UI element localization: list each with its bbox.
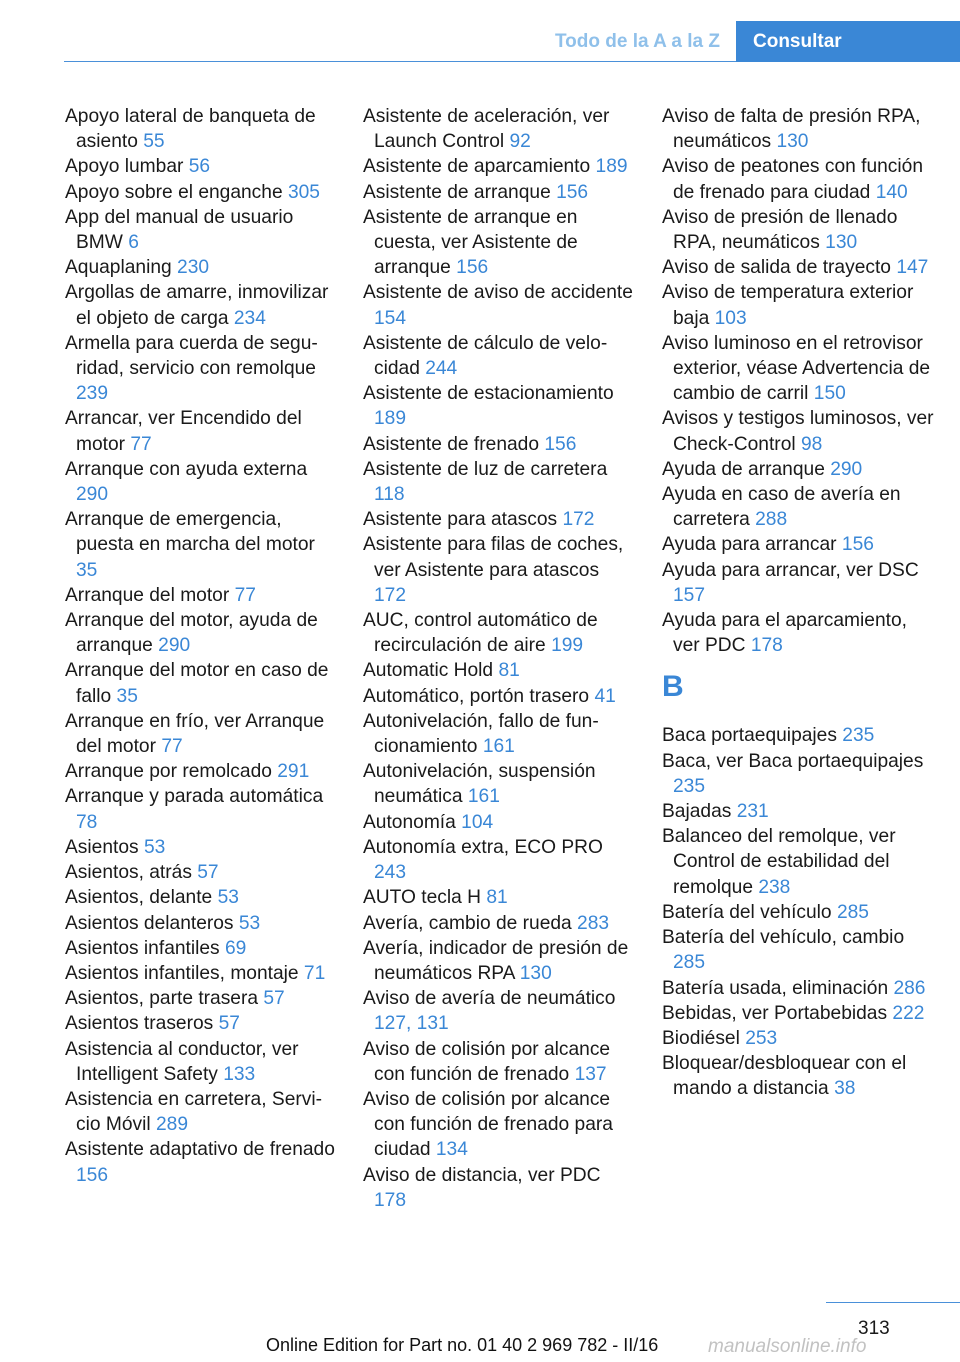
index-term: Avería, cambio de rueda [363, 912, 572, 934]
index-term: Arranque por remolcado [65, 761, 272, 783]
index-entry [65, 280, 337, 330]
index-entry [662, 406, 934, 456]
index-entry [65, 759, 337, 784]
page-reference-link[interactable]: 291 [277, 761, 310, 783]
index-term: Avisos y testigos luminosos, ver Check-Control [662, 408, 934, 455]
index-term: Batería usada, eliminación [662, 977, 889, 999]
index-entry [65, 885, 337, 910]
index-entry [65, 709, 337, 759]
page-reference-link[interactable]: 57 [263, 988, 285, 1010]
index-term: Avería, indicador de presión de neumáticos RPA [363, 937, 629, 984]
index-term: Automático, portón trasero [363, 685, 590, 707]
page-reference-link[interactable]: 38 [834, 1078, 856, 1100]
index-entry [662, 532, 934, 557]
index-term: Asistente de frenado [363, 433, 540, 455]
page-reference-link[interactable]: 35 [116, 685, 138, 707]
index-term: AUC, control automático de recirculación de aire [363, 610, 598, 657]
index-entry [363, 432, 635, 457]
index-term: Asientos traseros [65, 1013, 214, 1035]
index-entry [65, 104, 337, 154]
page-reference-link[interactable]: 127, 131 [374, 1013, 449, 1035]
index-term: Baca portaequipajes [662, 725, 837, 747]
index-term: Aviso de avería de neumático [363, 988, 616, 1010]
index-entry [363, 885, 635, 910]
index-term: Arrancar, ver Encendido del motor [65, 408, 302, 455]
index-term: Asistencia al conductor, ver Intelligent Safety [65, 1038, 299, 1085]
index-term: Ayuda para arrancar, ver DSC [662, 559, 919, 581]
page-reference-link[interactable]: 253 [745, 1027, 778, 1049]
index-entry [65, 1011, 337, 1036]
index-letter-heading: B [662, 670, 684, 704]
index-term: Ayuda para arrancar [662, 534, 837, 556]
index-entry [363, 205, 635, 281]
index-entry [363, 608, 635, 658]
index-entry [65, 331, 337, 407]
page-reference-link[interactable]: 77 [234, 584, 256, 606]
index-entry [363, 104, 635, 154]
page-reference-link[interactable]: 243 [374, 862, 407, 884]
index-term: Autonomía [363, 811, 456, 833]
page-reference-link[interactable]: 156 [456, 257, 489, 279]
page-reference-link[interactable]: 199 [551, 635, 584, 657]
page-reference-link[interactable]: 154 [374, 307, 407, 329]
index-term: Batería del vehículo [662, 901, 832, 923]
page-reference-link[interactable]: 147 [896, 257, 929, 279]
index-term: Asientos, parte trasera [65, 988, 259, 1010]
page-reference-link[interactable]: 140 [875, 181, 908, 203]
index-entry [65, 507, 337, 583]
index-term: Autonomía extra, ECO PRO [363, 836, 603, 858]
index-term: AUTO tecla H [363, 887, 482, 909]
page-reference-link[interactable]: 238 [758, 876, 791, 898]
index-term: Aviso de colisión por alcance con función de frenado [363, 1038, 611, 1085]
index-entry [662, 799, 934, 824]
watermark-text: manualsonline.info [708, 1336, 867, 1357]
index-entry [662, 558, 934, 608]
index-term: Aviso de temperatura exterior baja [662, 282, 914, 329]
index-entry [662, 608, 934, 658]
index-entry [662, 104, 934, 154]
page-reference-link[interactable]: 231 [736, 801, 769, 823]
page-reference-link[interactable]: 235 [842, 725, 875, 747]
index-term: Argollas de amarre, inmovilizar el objeto de carga [65, 282, 329, 329]
index-entry [363, 1087, 635, 1163]
index-term: Asientos infantiles [65, 937, 220, 959]
page-reference-link[interactable]: 55 [143, 131, 165, 153]
index-term: Asistente de estacionamiento [363, 383, 614, 405]
page-reference-link[interactable]: 77 [161, 736, 183, 758]
page-reference-link[interactable]: 81 [498, 660, 520, 682]
index-entry [662, 457, 934, 482]
page-reference-link[interactable]: 290 [830, 458, 863, 480]
index-entry [363, 180, 635, 205]
page-reference-link[interactable]: 118 [374, 484, 405, 506]
index-term: Autonivelación, suspensión neumática [363, 761, 596, 808]
index-entry [662, 749, 934, 799]
page-reference-link[interactable]: 289 [155, 1114, 188, 1136]
page-reference-link[interactable]: 41 [594, 685, 616, 707]
index-entry [662, 723, 934, 748]
index-term: Asistente de aparcamiento [363, 156, 591, 178]
page-reference-link[interactable]: 161 [467, 786, 500, 808]
index-term: App del manual de usuario BMW [65, 206, 294, 254]
index-entry [363, 280, 635, 330]
index-term: Aviso de distancia, ver PDC [363, 1164, 601, 1186]
page-reference-link[interactable]: 77 [130, 433, 152, 455]
page-reference-link[interactable]: 134 [435, 1139, 468, 1161]
index-entry [65, 835, 337, 860]
page-reference-link[interactable]: 57 [218, 1013, 240, 1035]
page-reference-link[interactable]: 35 [76, 559, 98, 581]
page-reference-link[interactable]: 235 [673, 775, 706, 797]
index-entry [65, 180, 337, 205]
index-term: Automatic Hold [363, 660, 494, 682]
index-term: Bloquear/desbloquear con el mando a distancia [662, 1053, 907, 1100]
page-reference-link[interactable]: 234 [233, 307, 266, 329]
page-reference-link[interactable]: 189 [595, 156, 628, 178]
index-term: Apoyo lumbar [65, 156, 184, 178]
page-reference-link[interactable]: 178 [374, 1189, 407, 1211]
page-reference-link[interactable]: 57 [197, 862, 219, 884]
index-column-1 [65, 104, 337, 1188]
page-number: 313 [858, 1318, 890, 1339]
page-reference-link[interactable]: 53 [217, 887, 239, 909]
index-entry [363, 684, 635, 709]
index-entry [363, 1037, 635, 1087]
index-term: Aviso de presión de llenado RPA, neumáticos [662, 206, 898, 254]
index-entry [662, 280, 934, 330]
index-entry [363, 331, 635, 381]
index-term: Asistente de cálculo de velocidad [363, 332, 608, 380]
page-reference-link[interactable]: 305 [287, 181, 320, 203]
index-entry [662, 482, 934, 532]
index-term: Asistente de aviso de accidente [363, 282, 633, 304]
index-entry [662, 824, 934, 900]
index-column-2 [363, 104, 635, 1213]
index-entry [662, 331, 934, 407]
index-term: Aviso de colisión por alcance con función de frenado para ciudad [363, 1088, 613, 1161]
index-entry [662, 976, 934, 1001]
index-entry [363, 154, 635, 179]
index-term: Autonivelación, fallo de funcionamiento [363, 710, 599, 758]
index-entry [363, 835, 635, 885]
index-term: Ayuda para el aparcamiento, ver PDC [662, 610, 907, 657]
index-entry [662, 154, 934, 204]
index-term: Aquaplaning [65, 257, 172, 279]
index-entry [662, 205, 934, 255]
index-term: Arranque del motor, ayuda de arranque [65, 610, 318, 657]
page-reference-link[interactable]: 283 [577, 912, 610, 934]
page-reference-link[interactable]: 103 [714, 307, 747, 329]
page-reference-link[interactable]: 92 [509, 131, 531, 153]
index-term: Asistente de arranque en cuesta, ver Asistente de arranque [363, 206, 578, 279]
page-reference-link[interactable]: 288 [755, 509, 788, 531]
index-term: Aviso de peatones con función de frenado para ciudad [662, 156, 923, 203]
index-term: Asistencia en carretera, Servicio Móvil [65, 1088, 322, 1136]
page-reference-link[interactable]: 189 [374, 408, 407, 430]
index-term: Bebidas, ver Portabebidas [662, 1002, 888, 1024]
page-reference-link[interactable]: 71 [303, 962, 326, 984]
page-reference-link[interactable]: 53 [238, 912, 261, 934]
page-reference-link[interactable]: 178 [750, 635, 783, 657]
page-reference-link[interactable]: 78 [76, 811, 98, 833]
header-tab-consultar[interactable]: Consultar [736, 21, 960, 62]
index-term: Aviso de falta de presión RPA, neumáticos [662, 106, 921, 153]
index-entry [65, 911, 337, 936]
index-column-3 [662, 104, 934, 1102]
index-entry [363, 709, 635, 759]
page-reference-link[interactable]: 69 [225, 937, 247, 959]
index-entry [662, 255, 934, 280]
index-term: Asistente para atascos [363, 509, 558, 531]
index-entry [65, 961, 337, 986]
index-entry [65, 1037, 337, 1087]
page-reference-link[interactable]: 285 [836, 901, 869, 923]
index-entry [662, 1026, 934, 1051]
page-reference-link[interactable]: 137 [574, 1063, 607, 1085]
page-reference-link[interactable]: 130 [776, 131, 809, 153]
index-entry [65, 986, 337, 1011]
index-entry [363, 936, 635, 986]
index-entry [65, 457, 337, 507]
page-reference-link[interactable]: 98 [800, 433, 823, 455]
page-reference-link[interactable]: 230 [177, 257, 210, 279]
index-entry [65, 154, 337, 179]
index-entry [662, 925, 934, 975]
index-term: Aviso de salida de trayecto [662, 257, 891, 279]
page-reference-link[interactable]: 290 [76, 484, 109, 506]
index-term: Asientos infantiles, montaje [65, 962, 299, 984]
index-entry [65, 205, 337, 255]
page-reference-link[interactable]: 130 [519, 962, 552, 984]
index-term: Ayuda en caso de avería en carretera [662, 484, 901, 531]
index-term: Arranque del motor en caso de fallo [65, 660, 329, 707]
index-term: Ayuda de arranque [662, 458, 825, 480]
index-entry [363, 457, 635, 507]
page-reference-link[interactable]: 285 [673, 952, 706, 974]
page-reference-link[interactable]: 150 [813, 383, 846, 405]
index-term: Arranque del motor [65, 584, 230, 606]
index-term: Asientos delanteros [65, 912, 234, 934]
index-term: Apoyo sobre el enganche [65, 181, 283, 203]
index-term: Asientos, delante [65, 887, 213, 909]
page-reference-link[interactable]: 286 [893, 977, 926, 999]
index-term: Asistente para filas de coches, ver Asistente para atascos [363, 534, 624, 581]
index-term: Asistente de luz de carretera [363, 458, 608, 480]
index-entry [363, 658, 635, 683]
page-reference-link[interactable]: 6 [128, 232, 139, 254]
index-entry [65, 608, 337, 658]
page-reference-link[interactable]: 161 [482, 736, 515, 758]
index-term: Arranque con ayuda externa [65, 458, 308, 480]
index-entry [65, 406, 337, 456]
index-term: Asientos [65, 836, 139, 858]
index-term: Baca, ver Baca portaequipajes [662, 750, 924, 772]
page-reference-link[interactable]: 157 [673, 584, 706, 606]
page-reference-link[interactable]: 81 [486, 887, 508, 909]
index-term: Aviso luminoso en el retrovisor exterior, véase Advertencia de cambio de carril [662, 332, 931, 405]
page-reference-link[interactable]: 104 [461, 811, 494, 833]
index-entry [65, 936, 337, 961]
page-reference-link[interactable]: 156 [544, 433, 577, 455]
page-reference-link[interactable]: 244 [425, 358, 458, 380]
edition-note: Online Edition for Part no. 01 40 2 969 782 - II/16 [266, 1335, 659, 1355]
index-entry [363, 810, 635, 835]
index-term: Arranque y parada automática [65, 786, 324, 808]
page-reference-link[interactable]: 53 [143, 836, 166, 858]
index-term: Asistente adaptativo de frenado [65, 1139, 335, 1161]
index-entry [65, 658, 337, 708]
index-entry [363, 911, 635, 936]
index-term: Arranque de emergencia, puesta en marcha del motor [65, 509, 315, 556]
index-entry [65, 1087, 337, 1137]
page-reference-link[interactable]: 156 [841, 534, 874, 556]
page-reference-link[interactable]: 222 [892, 1002, 925, 1024]
index-term: Bajadas [662, 801, 732, 823]
index-entry [363, 381, 635, 431]
index-entry [65, 583, 337, 608]
index-entry [65, 255, 337, 280]
index-term: Asistente de aceleración, ver Launch Control [363, 106, 610, 153]
index-term: Biodiésel [662, 1027, 740, 1049]
index-entry [363, 507, 635, 532]
page-reference-link[interactable]: 172 [374, 584, 407, 606]
index-entry [662, 1051, 934, 1101]
footer-rule [826, 1302, 960, 1303]
index-term: Arranque en frío, ver Arranque del motor [65, 710, 325, 758]
page-reference-link[interactable]: 156 [76, 1164, 109, 1186]
page-reference-link[interactable]: 133 [223, 1063, 256, 1085]
page-reference-link[interactable]: 56 [188, 156, 211, 178]
index-entry [65, 784, 337, 834]
index-term: Apoyo lateral de banqueta de asiento [65, 106, 316, 153]
index-term: Batería del vehículo, cambio [662, 927, 905, 949]
page-reference-link[interactable]: 130 [825, 232, 858, 254]
index-entry [363, 532, 635, 608]
index-term: Armella para cuerda de seguridad, servicio con remolque [65, 332, 318, 380]
page-reference-link[interactable]: 172 [562, 509, 595, 531]
index-entry [662, 900, 934, 925]
page-reference-link[interactable]: 290 [158, 635, 191, 657]
index-entry [662, 1001, 934, 1026]
page-reference-link[interactable]: 156 [556, 181, 589, 203]
index-term: Asientos, atrás [65, 862, 192, 884]
index-entry [363, 986, 635, 1036]
index-term: Asistente de arranque [363, 181, 551, 203]
index-term: Balanceo del remolque, ver Control de estabilidad del remolque [662, 826, 896, 898]
index-entry [65, 860, 337, 885]
index-entry [363, 759, 635, 809]
index-entry [363, 1163, 635, 1213]
header-section-title: Todo de la A a la Z [554, 31, 720, 52]
index-entry [65, 1137, 337, 1187]
page-reference-link[interactable]: 239 [76, 383, 109, 405]
